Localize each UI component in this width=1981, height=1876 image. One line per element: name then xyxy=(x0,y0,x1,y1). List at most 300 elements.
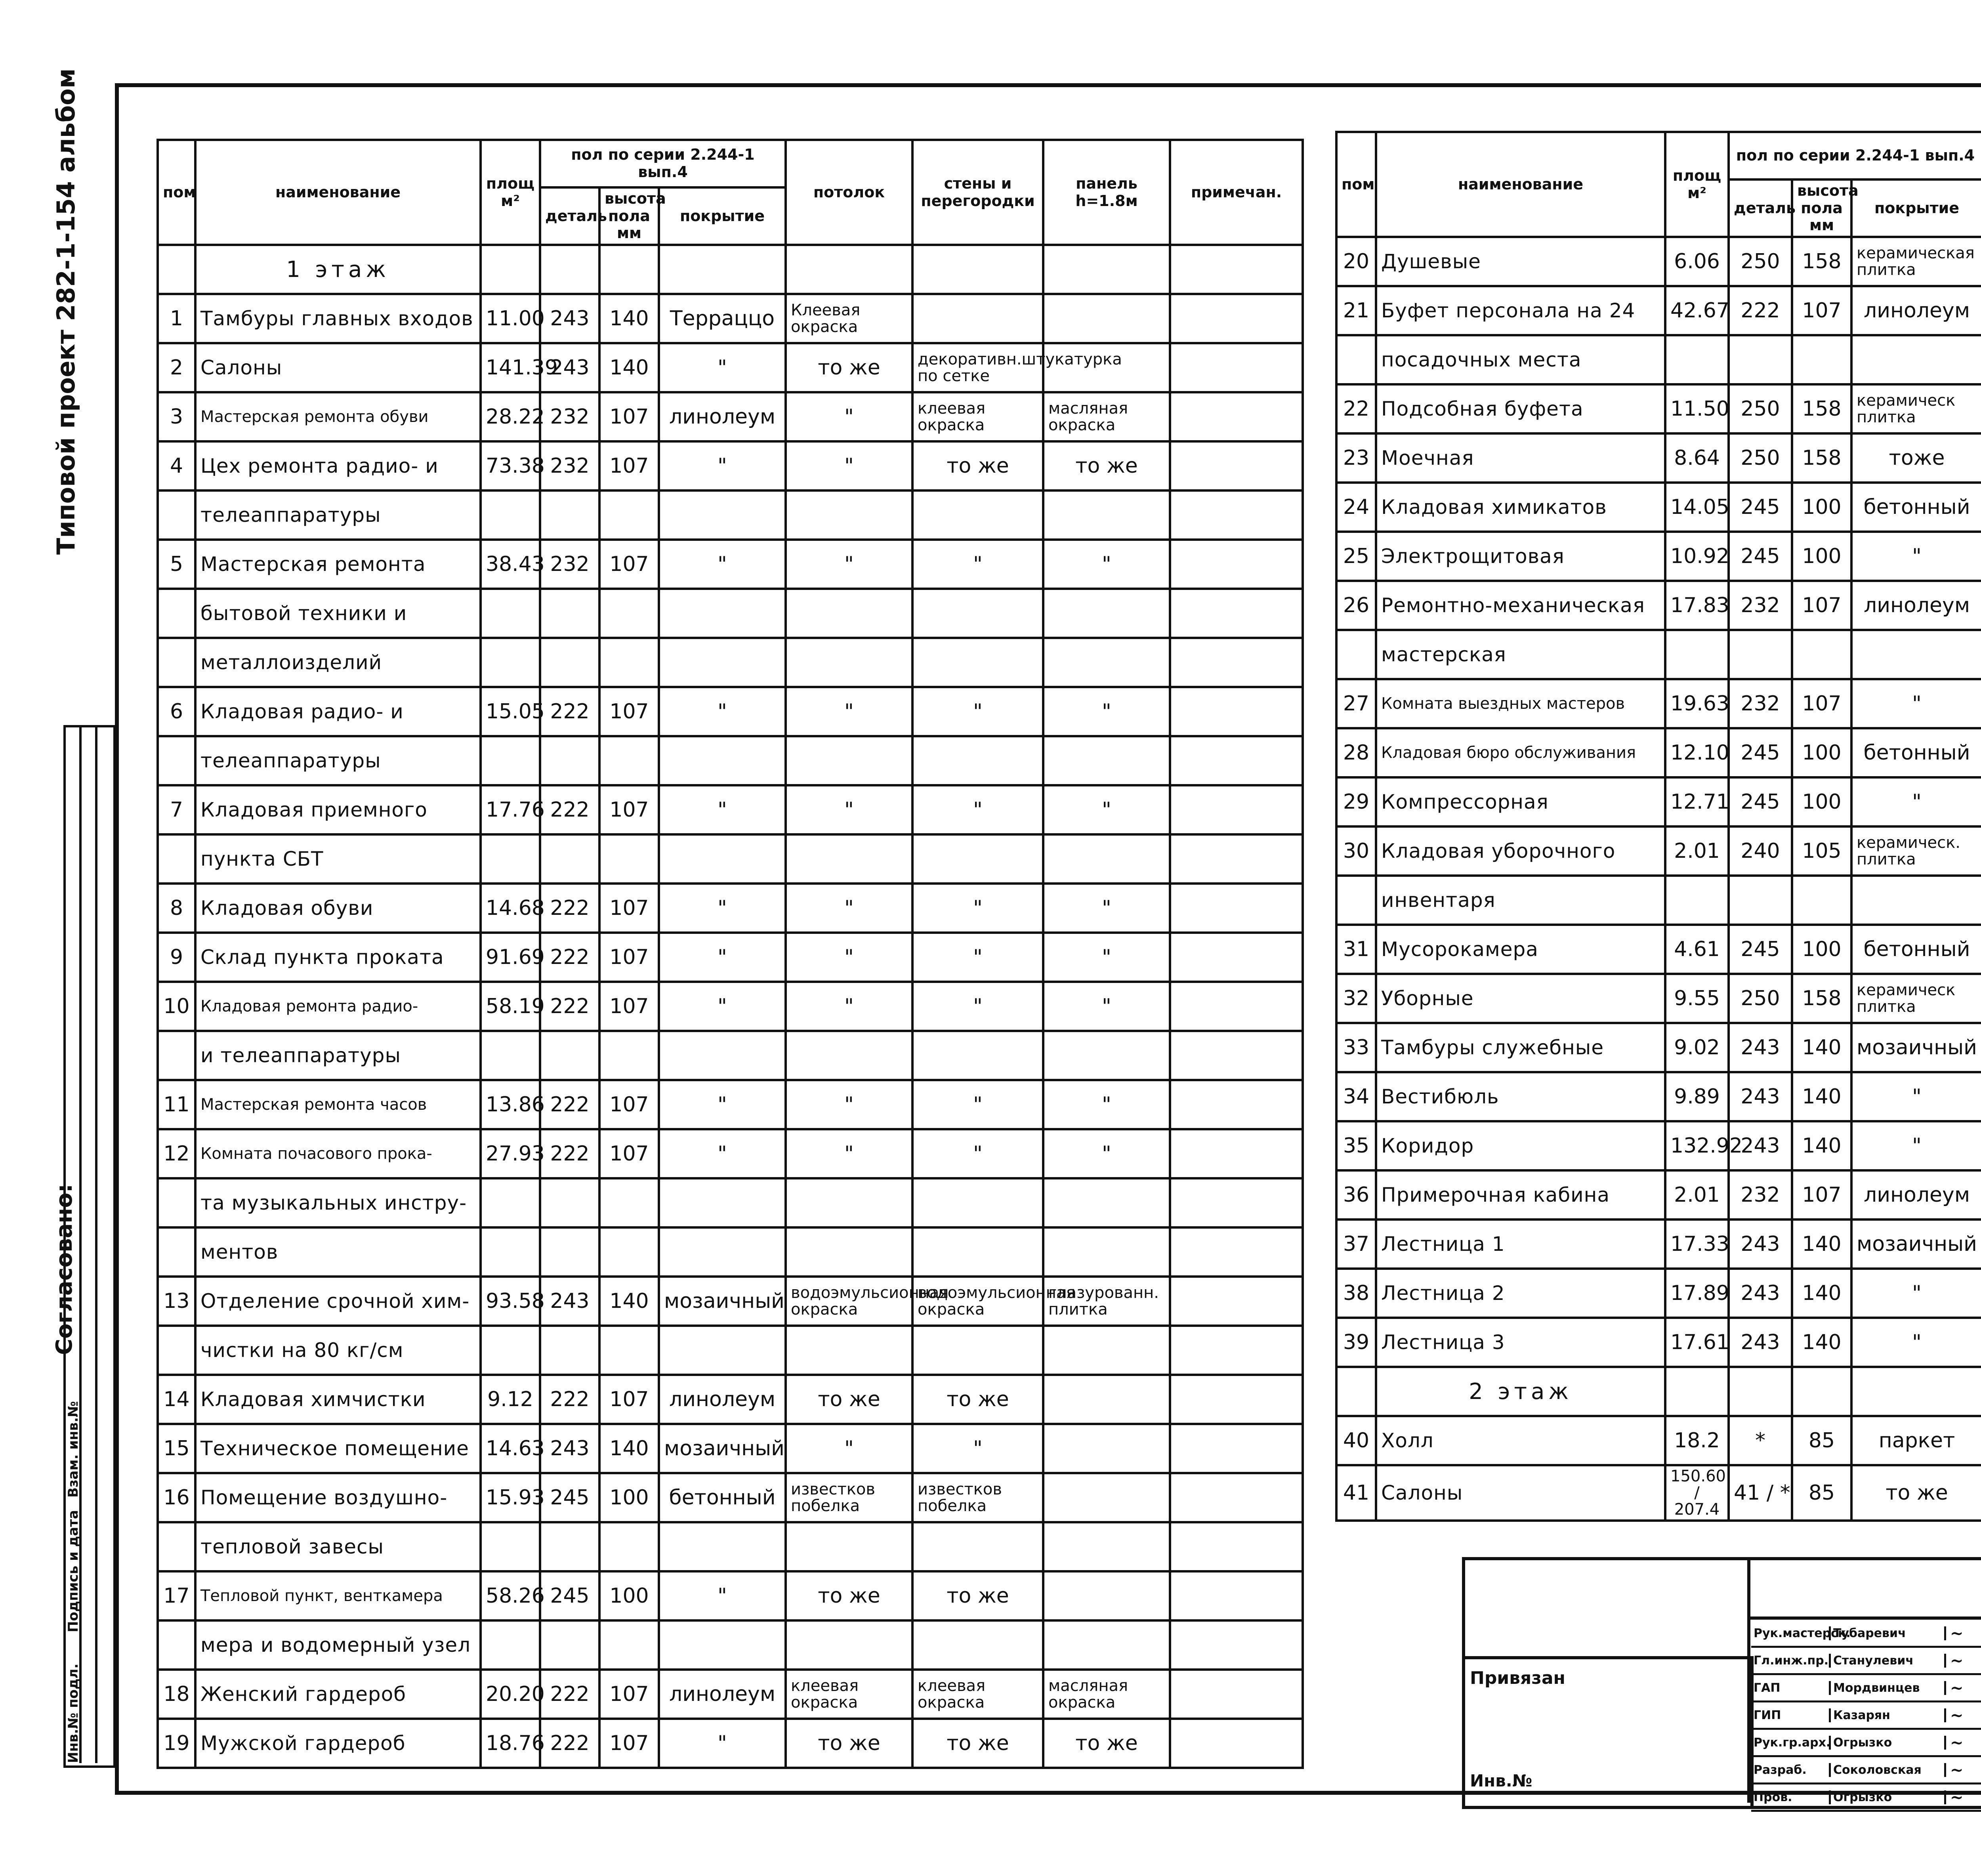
table-row xyxy=(1336,483,1981,532)
cell-cover xyxy=(659,589,786,638)
cell-room: 7 xyxy=(158,785,195,834)
cell-ceiling xyxy=(786,1326,912,1375)
cell-height xyxy=(599,1522,659,1571)
table-row xyxy=(158,1227,1303,1277)
cell-note xyxy=(1170,294,1303,343)
cell-name: Компрессорная xyxy=(1376,777,1665,826)
cell-height xyxy=(599,589,659,638)
table-row xyxy=(1336,1416,1981,1465)
cell-room: 34 xyxy=(1336,1072,1376,1121)
cell-room: 27 xyxy=(1336,679,1376,728)
cell-walls: то же xyxy=(912,1719,1043,1768)
cell-ceiling xyxy=(786,1522,912,1571)
cell-room: 23 xyxy=(1336,433,1376,483)
stamp-replace: Взам. инв.№ xyxy=(65,1401,81,1498)
cell-name: Подсобная буфета xyxy=(1376,384,1665,433)
col-name: наименование xyxy=(195,140,481,245)
cell-note xyxy=(1170,441,1303,490)
cell-room: 6 xyxy=(158,687,195,736)
table-row xyxy=(1336,1121,1981,1170)
cell-room: 21 xyxy=(1336,286,1376,335)
cell-room xyxy=(1336,1367,1376,1416)
cell-walls: то же xyxy=(912,1571,1043,1620)
cell-area xyxy=(481,736,540,785)
table-row xyxy=(1336,728,1981,777)
role-person: Огрызко xyxy=(1831,1736,1946,1750)
cell-cover: тоже xyxy=(1851,433,1981,483)
cell-cover: " xyxy=(659,1571,786,1620)
cell-cover: бетонный xyxy=(1851,925,1981,974)
cell-detail xyxy=(540,1227,599,1277)
cell-note xyxy=(1170,1178,1303,1227)
cell-name: Кладовая радио- и xyxy=(195,687,481,736)
table-row xyxy=(158,736,1303,785)
cell-cover: бетонный xyxy=(1851,728,1981,777)
cell-area xyxy=(481,1522,540,1571)
cell-note xyxy=(1170,933,1303,982)
cell-area: 73.38 xyxy=(481,441,540,490)
cell-room xyxy=(158,1326,195,1375)
cell-cover: " xyxy=(659,785,786,834)
cell-detail xyxy=(1729,876,1792,925)
cell-walls: известков побелка xyxy=(912,1473,1043,1522)
cell-walls: " xyxy=(912,1080,1043,1129)
cell-name: Женский гардероб xyxy=(195,1670,481,1719)
cell-detail: 243 xyxy=(1729,1121,1792,1170)
cell-name: Мастерская ремонта часов xyxy=(195,1080,481,1129)
cell-cover: линолеум xyxy=(1851,1170,1981,1219)
table-row xyxy=(158,1031,1303,1080)
col-detail: деталь xyxy=(1729,179,1792,237)
cell-detail: 250 xyxy=(1729,974,1792,1023)
cell-cover: мозаичный xyxy=(659,1424,786,1473)
cell-walls: " xyxy=(912,1129,1043,1178)
table-row xyxy=(158,294,1303,343)
cell-walls: " xyxy=(912,1424,1043,1473)
cell-cover xyxy=(659,1178,786,1227)
cell-note xyxy=(1170,1719,1303,1768)
cell-note xyxy=(1170,1473,1303,1522)
cell-name: Лестница 1 xyxy=(1376,1219,1665,1269)
role-row xyxy=(1751,1730,1981,1757)
table-row xyxy=(1336,237,1981,286)
cell-detail: 222 xyxy=(540,785,599,834)
cell-cover: керамическ. плитка xyxy=(1851,826,1981,876)
cell-panel xyxy=(1043,1031,1170,1080)
cell-height: 107 xyxy=(599,441,659,490)
cell-room: 12 xyxy=(158,1129,195,1178)
cell-ceiling xyxy=(786,589,912,638)
cell-ceiling: " xyxy=(786,687,912,736)
cell-panel: " xyxy=(1043,1080,1170,1129)
cell-detail xyxy=(540,834,599,884)
cell-room: 31 xyxy=(1336,925,1376,974)
cell-height xyxy=(599,1031,659,1080)
cell-height: 100 xyxy=(1792,483,1851,532)
cell-detail: 222 xyxy=(540,1375,599,1424)
signature: ~ xyxy=(1950,1733,1964,1752)
cell-walls xyxy=(912,638,1043,687)
cell-room: 24 xyxy=(1336,483,1376,532)
cell-area: 93.58 xyxy=(481,1277,540,1326)
cell-name: Моечная xyxy=(1376,433,1665,483)
cell-note xyxy=(1170,1424,1303,1473)
cell-panel: " xyxy=(1043,785,1170,834)
code-row-line xyxy=(1747,1616,1981,1620)
cell-name: Уборные xyxy=(1376,974,1665,1023)
cell-walls: " xyxy=(912,884,1043,933)
cell-walls: клеевая окраска xyxy=(912,392,1043,441)
cell-note xyxy=(1170,1129,1303,1178)
cell-ceiling: клеевая окраска xyxy=(786,1670,912,1719)
cell-detail: 243 xyxy=(1729,1318,1792,1367)
cell-room xyxy=(158,1620,195,1670)
cell-cover xyxy=(659,1522,786,1571)
table-row xyxy=(158,589,1303,638)
cell-room: 30 xyxy=(1336,826,1376,876)
cell-detail: 232 xyxy=(540,441,599,490)
cell-area: 15.05 xyxy=(481,687,540,736)
table-row xyxy=(158,1178,1303,1227)
table-row xyxy=(158,1080,1303,1129)
cell-panel xyxy=(1043,294,1170,343)
cell-ceiling xyxy=(786,1227,912,1277)
cell-name: Холл xyxy=(1376,1416,1665,1465)
cell-note xyxy=(1170,392,1303,441)
col-ceiling: потолок xyxy=(786,140,912,245)
col-height: высота пола мм xyxy=(599,187,659,245)
table-row xyxy=(1336,925,1981,974)
cell-panel xyxy=(1043,589,1170,638)
cell-area xyxy=(481,490,540,540)
cell-name: Тепловой пункт, венткамера xyxy=(195,1571,481,1620)
floor-header-row xyxy=(1336,1367,1981,1416)
role-row xyxy=(1751,1702,1981,1730)
cell-area xyxy=(481,1227,540,1277)
cell-walls xyxy=(912,736,1043,785)
cell-cover xyxy=(659,736,786,785)
cell-panel: " xyxy=(1043,884,1170,933)
cell-height xyxy=(1792,335,1851,384)
cell-height: 85 xyxy=(1792,1465,1851,1521)
cell-empty xyxy=(1043,245,1170,294)
role-title: ГАП xyxy=(1751,1681,1831,1695)
table-row xyxy=(158,834,1303,884)
cell-detail: 243 xyxy=(1729,1023,1792,1072)
cell-walls: декоративн.штукатурка по сетке xyxy=(912,343,1043,392)
col-cover: покрытие xyxy=(1851,179,1981,237)
cell-height xyxy=(1792,876,1851,925)
cell-room xyxy=(158,1031,195,1080)
cell-cover: " xyxy=(1851,1121,1981,1170)
cell-ceiling xyxy=(786,638,912,687)
cell-room: 4 xyxy=(158,441,195,490)
cell-room xyxy=(158,638,195,687)
cell-height: 100 xyxy=(1792,728,1851,777)
cell-cover xyxy=(659,638,786,687)
col-height: высота пола мм xyxy=(1792,179,1851,237)
finishing-table-right xyxy=(1335,131,1981,1522)
cell-area xyxy=(481,834,540,884)
cell-room xyxy=(158,1178,195,1227)
cell-detail xyxy=(540,1522,599,1571)
cell-room: 16 xyxy=(158,1473,195,1522)
cell-area: 18.2 xyxy=(1665,1416,1729,1465)
col-panel: панель h=1.8м xyxy=(1043,140,1170,245)
cell-cover: " xyxy=(1851,532,1981,581)
table-row xyxy=(1336,630,1981,679)
cell-walls: " xyxy=(912,933,1043,982)
cell-name: Отделение срочной хим- xyxy=(195,1277,481,1326)
floor-header-row xyxy=(158,245,1303,294)
table-row xyxy=(158,1719,1303,1768)
cell-empty xyxy=(912,245,1043,294)
cell-height: 107 xyxy=(599,1375,659,1424)
signature: ~ xyxy=(1950,1651,1964,1670)
cell-cover: бетонный xyxy=(659,1473,786,1522)
col-floor-series: пол по серии 2.244-1 вып.4 xyxy=(540,140,786,187)
signature: ~ xyxy=(1950,1678,1964,1697)
cell-room: 20 xyxy=(1336,237,1376,286)
signature: ~ xyxy=(1950,1624,1964,1643)
cell-name: та музыкальных инстру- xyxy=(195,1178,481,1227)
cell-note xyxy=(1170,638,1303,687)
cell-area: 141.39 xyxy=(481,343,540,392)
role-title: Гл.инж.пр. xyxy=(1751,1654,1831,1668)
roles-column xyxy=(1747,1557,1750,1803)
cell-room: 35 xyxy=(1336,1121,1376,1170)
cell-cover: " xyxy=(1851,679,1981,728)
cell-cover xyxy=(1851,335,1981,384)
cell-name: Кладовая химчистки xyxy=(195,1375,481,1424)
col-room: пом xyxy=(158,140,195,245)
cell-note xyxy=(1170,1375,1303,1424)
table-row xyxy=(158,1277,1303,1326)
role-row xyxy=(1751,1784,1981,1812)
cell-walls: клеевая окраска xyxy=(912,1670,1043,1719)
table-row xyxy=(158,982,1303,1031)
role-person: Соколовская xyxy=(1831,1763,1946,1777)
cell-room: 37 xyxy=(1336,1219,1376,1269)
table-row xyxy=(158,638,1303,687)
cell-walls: то же xyxy=(912,441,1043,490)
cell-height: 140 xyxy=(599,1277,659,1326)
cell-detail xyxy=(540,1326,599,1375)
cell-cover: " xyxy=(659,933,786,982)
cell-cover: линолеум xyxy=(659,392,786,441)
cell-area: 38.43 xyxy=(481,540,540,589)
cell-room xyxy=(158,245,195,294)
cell-detail: 243 xyxy=(540,1424,599,1473)
cell-area: 9.02 xyxy=(1665,1023,1729,1072)
cell-cover: линолеум xyxy=(659,1375,786,1424)
cell-height: 107 xyxy=(599,884,659,933)
cell-walls: " xyxy=(912,785,1043,834)
cell-empty xyxy=(1665,1367,1729,1416)
cell-cover: керамическ плитка xyxy=(1851,384,1981,433)
cell-name: Кладовая химикатов xyxy=(1376,483,1665,532)
cell-ceiling: " xyxy=(786,884,912,933)
cell-name: тепловой завесы xyxy=(195,1522,481,1571)
cell-empty xyxy=(786,245,912,294)
cell-cover: линолеум xyxy=(1851,581,1981,630)
cell-name: Душевые xyxy=(1376,237,1665,286)
cell-room: 26 xyxy=(1336,581,1376,630)
cell-empty xyxy=(599,245,659,294)
cell-empty xyxy=(659,245,786,294)
cell-room: 10 xyxy=(158,982,195,1031)
cell-area: 17.83 xyxy=(1665,581,1729,630)
cell-cover: " xyxy=(659,540,786,589)
cell-height: 107 xyxy=(599,1129,659,1178)
cell-cover: керамическая плитка xyxy=(1851,237,1981,286)
cell-ceiling: то же xyxy=(786,1375,912,1424)
cell-detail: 222 xyxy=(540,1670,599,1719)
cell-area: 12.71 xyxy=(1665,777,1729,826)
cell-height: 140 xyxy=(1792,1072,1851,1121)
cell-panel: " xyxy=(1043,1129,1170,1178)
cell-height xyxy=(1792,630,1851,679)
cell-detail: 245 xyxy=(1729,483,1792,532)
cell-height: 158 xyxy=(1792,237,1851,286)
cell-detail: 245 xyxy=(1729,925,1792,974)
cell-height: 85 xyxy=(1792,1416,1851,1465)
cell-area: 17.61 xyxy=(1665,1318,1729,1367)
cell-room: 39 xyxy=(1336,1318,1376,1367)
cell-cover: " xyxy=(659,1080,786,1129)
stamp-inv: Инв.№ подл. xyxy=(65,1663,81,1763)
cell-room: 36 xyxy=(1336,1170,1376,1219)
cell-room: 1 xyxy=(158,294,195,343)
cell-cover: мозаичный xyxy=(1851,1023,1981,1072)
cell-detail xyxy=(540,1620,599,1670)
table-row xyxy=(158,687,1303,736)
stamp-divider-2 xyxy=(95,725,97,1763)
cell-name: Кладовая ремонта радио- xyxy=(195,982,481,1031)
cell-empty xyxy=(1729,1367,1792,1416)
cell-walls xyxy=(912,1178,1043,1227)
cell-detail: 222 xyxy=(540,933,599,982)
cell-room: 29 xyxy=(1336,777,1376,826)
cell-cover: " xyxy=(659,687,786,736)
cell-height: 107 xyxy=(599,1670,659,1719)
cell-height: 140 xyxy=(599,294,659,343)
cell-area: 9.12 xyxy=(481,1375,540,1424)
cell-note xyxy=(1170,884,1303,933)
cell-cover: то же xyxy=(1851,1465,1981,1521)
cell-name: Примерочная кабина xyxy=(1376,1170,1665,1219)
cell-cover xyxy=(659,834,786,884)
cell-ceiling: " xyxy=(786,982,912,1031)
cell-name: металлоизделий xyxy=(195,638,481,687)
cell-cover: " xyxy=(659,441,786,490)
cell-detail xyxy=(540,589,599,638)
cell-area: 4.61 xyxy=(1665,925,1729,974)
cell-height: 105 xyxy=(1792,826,1851,876)
table-row xyxy=(1336,1023,1981,1072)
table-row xyxy=(158,490,1303,540)
cell-detail: 222 xyxy=(540,982,599,1031)
cell-note xyxy=(1170,490,1303,540)
cell-name: Кладовая бюро обслуживания xyxy=(1376,728,1665,777)
cell-panel xyxy=(1043,1571,1170,1620)
cell-detail: 232 xyxy=(540,540,599,589)
col-name: наименование xyxy=(1376,132,1665,237)
cell-walls xyxy=(912,1620,1043,1670)
cell-panel: " xyxy=(1043,982,1170,1031)
cell-height: 100 xyxy=(1792,777,1851,826)
cell-name: Мусорокамера xyxy=(1376,925,1665,974)
role-person: Казарян xyxy=(1831,1708,1946,1722)
table-row xyxy=(1336,1318,1981,1367)
cell-height: 107 xyxy=(599,785,659,834)
cell-cover: линолеум xyxy=(1851,286,1981,335)
signature: ~ xyxy=(1950,1788,1964,1807)
table-row xyxy=(158,933,1303,982)
cell-ceiling xyxy=(786,736,912,785)
table-row xyxy=(1336,1269,1981,1318)
cell-walls xyxy=(912,490,1043,540)
cell-room xyxy=(158,589,195,638)
table-row xyxy=(158,1424,1303,1473)
cell-detail: 250 xyxy=(1729,384,1792,433)
cell-ceiling xyxy=(786,1620,912,1670)
floor-label: 1 этаж xyxy=(195,245,481,294)
cell-panel xyxy=(1043,1326,1170,1375)
cell-area: 13.86 xyxy=(481,1080,540,1129)
cell-room: 13 xyxy=(158,1277,195,1326)
cell-height: 158 xyxy=(1792,384,1851,433)
cell-height: 107 xyxy=(599,1080,659,1129)
cell-height: 107 xyxy=(1792,286,1851,335)
cell-ceiling: Клеевая окраска xyxy=(786,294,912,343)
cell-panel: глазурованн. плитка xyxy=(1043,1277,1170,1326)
table-row xyxy=(1336,433,1981,483)
cell-note xyxy=(1170,982,1303,1031)
table-row xyxy=(158,392,1303,441)
cell-cover: мозаичный xyxy=(1851,1219,1981,1269)
col-note: примечан. xyxy=(1170,140,1303,245)
cell-cover xyxy=(659,1620,786,1670)
cell-cover xyxy=(659,490,786,540)
cell-area: 11.00 xyxy=(481,294,540,343)
cell-panel: " xyxy=(1043,540,1170,589)
cell-panel xyxy=(1043,1375,1170,1424)
table-row xyxy=(1336,826,1981,876)
cell-area: 91.69 xyxy=(481,933,540,982)
table-row xyxy=(1336,581,1981,630)
cell-height: 107 xyxy=(599,687,659,736)
cell-height xyxy=(599,1620,659,1670)
cell-ceiling: то же xyxy=(786,1719,912,1768)
cell-area: 10.92 xyxy=(1665,532,1729,581)
cell-panel xyxy=(1043,1424,1170,1473)
cell-name: телеаппаратуры xyxy=(195,490,481,540)
cell-walls xyxy=(912,1522,1043,1571)
cell-ceiling: " xyxy=(786,933,912,982)
table-row xyxy=(158,1522,1303,1571)
cell-note xyxy=(1170,687,1303,736)
tied-label: Привязан xyxy=(1470,1668,1565,1688)
cell-area: 14.05 xyxy=(1665,483,1729,532)
cell-room: 11 xyxy=(158,1080,195,1129)
cell-walls xyxy=(912,1227,1043,1277)
cell-cover: керамическ плитка xyxy=(1851,974,1981,1023)
cell-name: Салоны xyxy=(195,343,481,392)
cell-cover xyxy=(1851,876,1981,925)
cell-name: бытовой техники и xyxy=(195,589,481,638)
cell-detail xyxy=(1729,630,1792,679)
